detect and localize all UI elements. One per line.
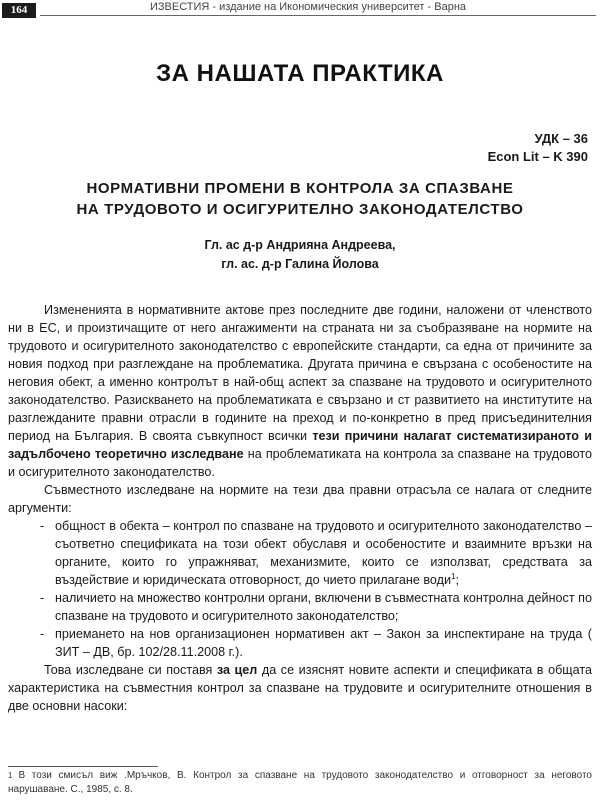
page-number: 164 (2, 3, 36, 18)
footnote-ref[interactable]: 1 (451, 571, 456, 581)
list-item-text: общност в обекта – контрол по спазване на трудовото и осигурителното законодателство – съответно спецификата на този обект обуславя и особеностите и взаимните връзки на органите, които го упражняват, механизмите, които се използват, средствата за въздействие и юридическата отговорност, до чието прилагане води (55, 519, 592, 587)
paragraph-2: Съвместното изследване на нормите на тези два правни отрасъла се налага от следните аргументи: (8, 483, 592, 515)
bullet-dash: - (40, 591, 45, 605)
paragraph-1-emphasis: тези причини налагат систематизираното и задълбочено теоретично изследване (8, 429, 592, 461)
list-item (8, 625, 592, 661)
footnote-text: В този смисъл виж .Мръчков, В. Контрол за спазване на трудовото законодателство и отговорност за неговото нарушаване. С., 1985, с. 8. (8, 770, 592, 795)
list-item-tail: ; (455, 573, 459, 587)
list-item (8, 517, 592, 589)
article-title (0, 178, 600, 220)
paragraph-1-text-b: на проблематиката на контрола за спазване на трудовото и осигурителното законодателство. (8, 447, 593, 479)
classification-codes (488, 130, 588, 166)
article-title-line-2: НА ТРУДОВОТО И ОСИГУРИТЕЛНО ЗАКОНОДАТЕЛСТВО (76, 201, 524, 218)
paragraph-1 (8, 301, 592, 481)
bullet-dash: - (40, 519, 45, 533)
footnote (8, 769, 592, 796)
authors (0, 236, 600, 274)
list-item (8, 589, 592, 625)
article-body (8, 301, 592, 715)
article-title-line-1: НОРМАТИВНИ ПРОМЕНИ В КОНТРОЛА ЗА СПАЗВАНЕ (86, 180, 514, 197)
header-rule (40, 15, 596, 16)
paragraph-1-text-a: Измененията в нормативните актове през последните две години, наложени от членството ни в ЕС, и произтичащите от него ангажименти на страната ни за съобразяване на нормите на трудовото и осигурителното законодателство с европейските стандарти, са една от причините за новия подход при разглеждане на проблематика. Другата причина е свързана с особеностите на неговия обект, а именно контролът в най-общ аспект за спазване на трудовото и осигурителното законодателство. Разискването на проблематиката е свързано и ст развитието на институтите на разглежданите правни отрасли в годините на преход и по-конкретно в пред присъединителния период на България. В своята съвкупност всички (8, 303, 592, 443)
author-1: Гл. ас д-р Андрияна Андреева, (204, 238, 396, 252)
running-head: ИЗВЕСТИЯ - издание на Икономическия университет - Варна (150, 1, 467, 13)
author-2: гл. ас. д-р Галина Йолова (221, 257, 379, 271)
paragraph-3-emphasis: за цел (216, 663, 258, 677)
footnote-mark: 1 (8, 771, 13, 780)
footnote-rule (8, 766, 158, 767)
section-title: ЗА НАШАТА ПРАКТИКА (156, 60, 444, 87)
udk-code: УДК – 36 (534, 131, 588, 146)
paragraph-3 (8, 661, 592, 715)
econ-lit-code: Econ Lit – K 390 (487, 149, 588, 164)
list-item-text: наличието на множество контролни органи, включени в съвместната контролна дейност по спазване на трудовото и осигурителното законодателство; (55, 591, 592, 623)
argument-list (8, 517, 592, 661)
list-item-text: приемането на нов организационен нормативен акт – Закон за инспектиране на труда ( ЗИТ – ДВ, бр. 102/28.11.2008 г.). (55, 627, 592, 659)
paragraph-3-text-b: да се изяснят новите аспекти и спецификата в общата характеристика на съвместния контрол за спазване на трудовите и осигурителните отношения в две основни насоки: (8, 663, 593, 713)
paragraph-3-text-a: Това изследване си поставя (44, 663, 217, 677)
bullet-dash: - (40, 627, 45, 641)
